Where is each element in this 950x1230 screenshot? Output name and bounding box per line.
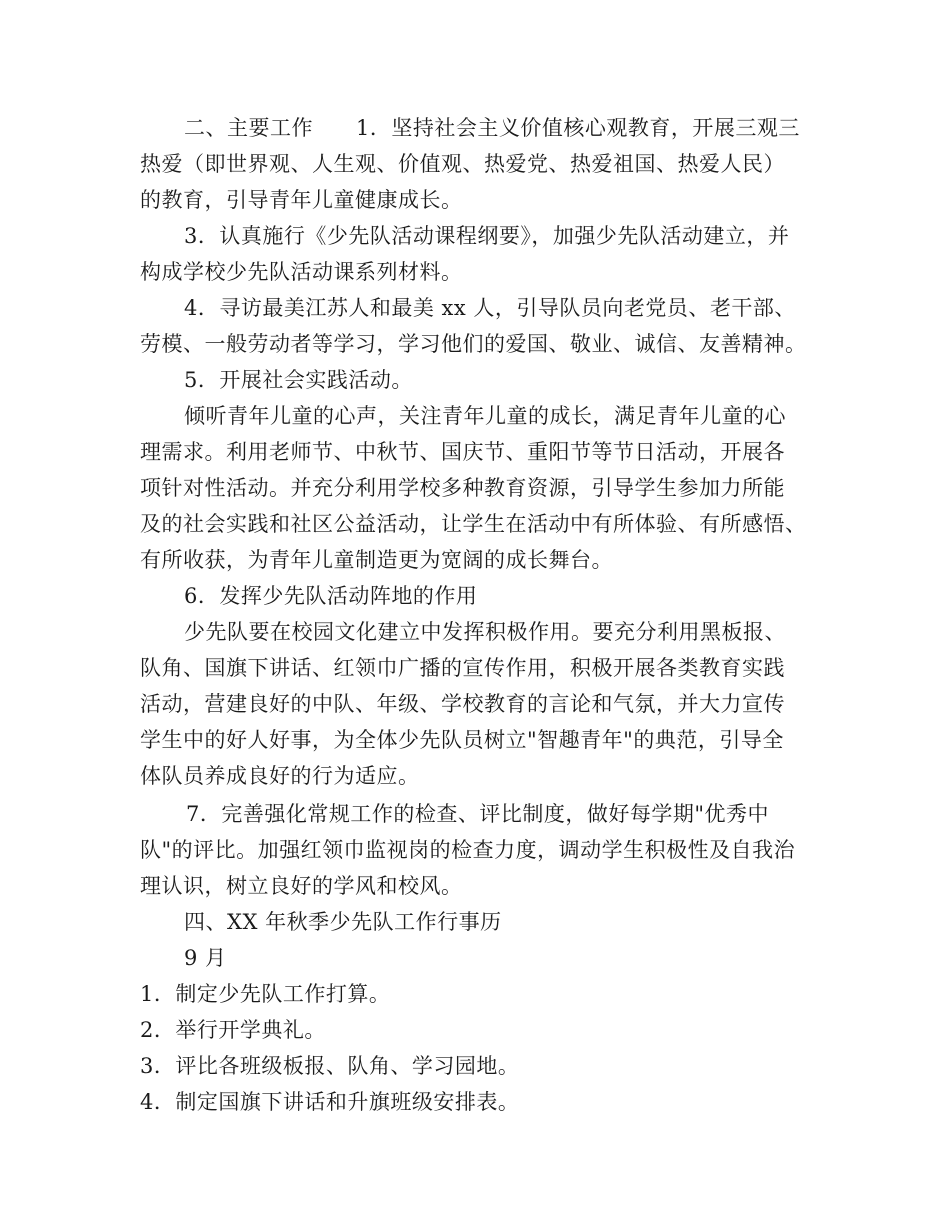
text-line: 劳模、一般劳动者等学习，学习他们的爱国、敬业、诚信、友善精神。 — [140, 332, 807, 356]
text-line: 4．寻访最美江苏人和最美 xx 人，引导队员向老党员、老干部、 — [184, 296, 796, 320]
list-item: 3．评比各班级板报、队角、学习园地。 — [140, 1054, 520, 1078]
text-line: 活动，营建良好的中队、年级、学校教育的言论和气氛，并大力宣传 — [140, 692, 785, 716]
text-line: 队角、国旗下讲话、红领巾广播的宣传作用，积极开展各类教育实践 — [140, 656, 785, 680]
text-line: 体队员养成良好的行为适应。 — [140, 764, 420, 788]
text-line: 及的社会实践和社区公益活动，让学生在活动中有所体验、有所感悟、 — [140, 512, 807, 536]
list-item: 2．举行开学典礼。 — [140, 1018, 326, 1042]
month-heading: 9 月 — [184, 946, 227, 970]
list-item: 4．制定国旗下讲话和升旗班级安排表。 — [140, 1090, 520, 1114]
text-line: 有所收获，为青年儿童制造更为宽阔的成长舞台。 — [140, 548, 613, 572]
text-line: 6．发挥少先队活动阵地的作用 — [184, 584, 478, 608]
text-line: 少先队要在校园文化建立中发挥积极作用。要充分利用黑板报、 — [184, 620, 786, 644]
text-line: 二、主要工作 1．坚持社会主义价值核心观教育，开展三观三 — [184, 116, 800, 140]
list-item: 1．制定少先队工作打算。 — [140, 982, 391, 1006]
text-line: 队"的评比。加强红领巾监视岗的检查力度，调动学生积极性及自我治 — [140, 838, 796, 862]
text-line: 项针对性活动。并充分利用学校多种教育资源，引导学生参加力所能 — [140, 476, 785, 500]
text-line: 理认识，树立良好的学风和校风。 — [140, 874, 463, 898]
text-line: 学生中的好人好事，为全体少先队员树立"智趣青年"的典范，引导全 — [140, 728, 784, 752]
text-line: 7．完善强化常规工作的检查、评比制度，做好每学期"优秀中 — [186, 802, 770, 826]
section-heading: 四、XX 年秋季少先队工作行事历 — [184, 910, 502, 934]
text-line: 构成学校少先队活动课系列材料。 — [140, 260, 463, 284]
text-line: 倾听青年儿童的心声，关注青年儿童的成长，满足青年儿童的心 — [184, 404, 786, 428]
text-line: 3．认真施行《少先队活动课程纲要》，加强少先队活动建立，并 — [184, 224, 790, 248]
text-line: 理需求。利用老师节、中秋节、国庆节、重阳节等节日活动，开展各 — [140, 440, 785, 464]
text-line: 的教育，引导青年儿童健康成长。 — [140, 188, 463, 212]
text-line: 热爱（即世界观、人生观、价值观、热爱党、热爱祖国、热爱人民） — [140, 152, 785, 176]
text-line: 5．开展社会实践活动。 — [184, 368, 413, 392]
